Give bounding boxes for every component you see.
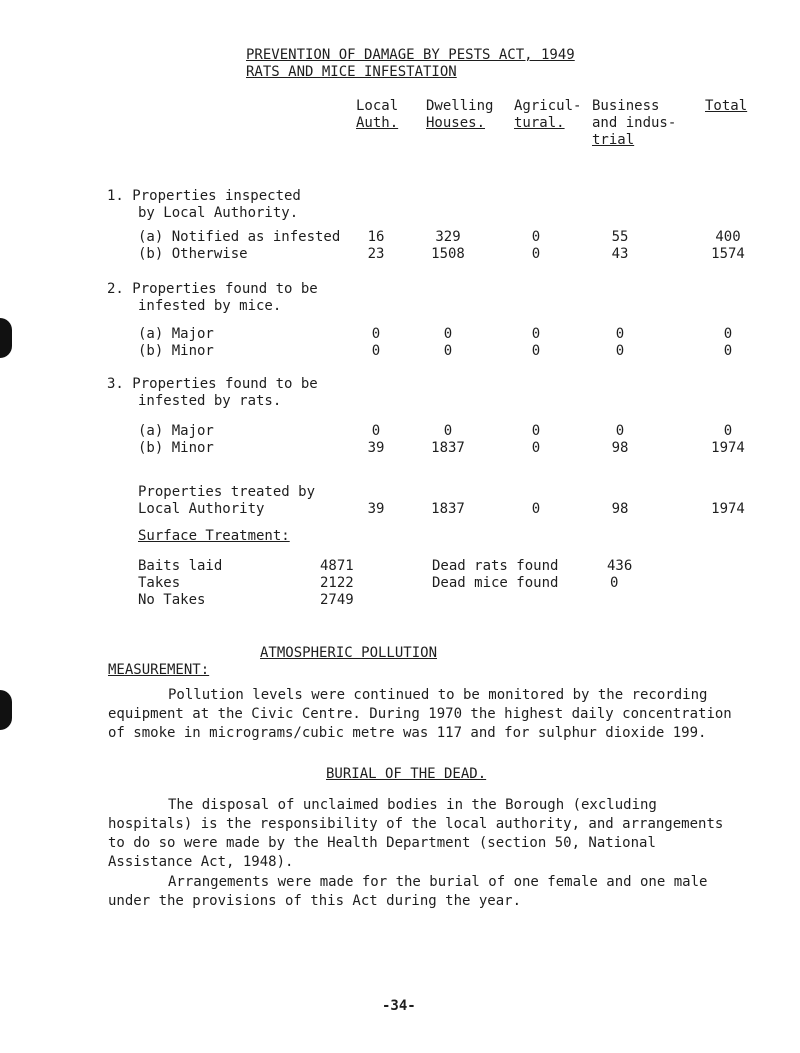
col-header-business: Business [592,98,660,114]
row-label: (b) Minor [138,440,214,456]
treated-label: Properties treated by [138,484,316,500]
cell-local: 0 [371,423,381,439]
cell-business: 0 [615,423,625,439]
cell-agricultural: 0 [531,440,541,456]
cell-total: 0 [723,326,733,342]
col-header-agricultural: Agricul- [514,98,582,114]
cell-dwelling: 0 [443,343,453,359]
dead-mice-value: 0 [610,575,619,591]
document-title: PREVENTION OF DAMAGE BY PESTS ACT, 1949 [246,47,575,63]
burial-paragraph-1: The disposal of unclaimed bodies in the Borough (excluding hospitals) is the responsibility of the local authority, and arrangements to do so were made by the Health Department (section 50, National Assistance Act, 1948). [108,797,724,870]
atmospheric-pollution-heading: ATMOSPHERIC POLLUTION [260,645,438,661]
section-1-heading: 1. Properties inspected [107,188,301,204]
section-3-heading: 3. Properties found to be [107,376,318,392]
col-header-business-3: trial [592,132,635,148]
surface-treatment-heading: Surface Treatment: [138,528,290,544]
col-header-local-2: Auth. [356,115,399,131]
cell-agricultural: 0 [531,423,541,439]
col-header-business-2: and indus- [592,115,677,131]
cell-dwelling: 0 [443,423,453,439]
cell-local: 23 [367,246,385,262]
cell-business: 0 [615,343,625,359]
cell-agricultural: 0 [531,246,541,262]
no-takes-label: No Takes [138,592,206,608]
row-label: Local Authority [138,501,265,517]
cell-total: 1974 [711,440,745,456]
baits-laid-value: 4871 [320,558,354,574]
cell-dwelling: 1837 [431,440,465,456]
section-3-heading-2: infested by rats. [138,393,282,409]
page-number: -34- [382,998,416,1014]
col-header-agricultural-2: tural. [514,115,565,131]
cell-agricultural: 0 [531,343,541,359]
row-label: (a) Major [138,326,214,342]
col-header-total: Total [705,98,748,114]
row-label: (a) Notified as infested [138,229,341,245]
baits-laid-label: Baits laid [138,558,223,574]
section-2-heading: 2. Properties found to be [107,281,318,297]
dead-rats-value: 436 [607,558,633,574]
cell-agricultural: 0 [531,501,541,517]
row-label: (b) Otherwise [138,246,248,262]
burial-paragraph-2: Arrangements were made for the burial of one female and one male under the provisions of this Act during the year. [108,874,708,909]
section-1-heading-2: by Local Authority. [138,205,299,221]
col-header-dwelling-2: Houses. [426,115,486,131]
cell-total: 400 [715,229,741,245]
no-takes-value: 2749 [320,592,354,608]
cell-local: 0 [371,343,381,359]
cell-total: 1974 [711,501,745,517]
row-label: (a) Major [138,423,214,439]
cell-business: 98 [611,501,629,517]
cell-business: 98 [611,440,629,456]
scan-mark [0,318,12,358]
dead-rats-label: Dead rats found [432,558,559,574]
cell-dwelling: 329 [435,229,461,245]
cell-dwelling: 1508 [431,246,465,262]
cell-local: 39 [367,440,385,456]
row-label: (b) Minor [138,343,214,359]
cell-agricultural: 0 [531,326,541,342]
cell-business: 55 [611,229,629,245]
cell-dwelling: 0 [443,326,453,342]
cell-local: 0 [371,326,381,342]
takes-label: Takes [138,575,181,591]
measurement-heading: MEASUREMENT: [108,662,210,678]
cell-total: 1574 [711,246,745,262]
col-header-dwelling: Dwelling [426,98,494,114]
cell-business: 43 [611,246,629,262]
cell-dwelling: 1837 [431,501,465,517]
document-subtitle: RATS AND MICE INFESTATION [246,64,457,80]
cell-agricultural: 0 [531,229,541,245]
cell-business: 0 [615,326,625,342]
pollution-paragraph: Pollution levels were continued to be monitored by the recording equipment at the Civic Centre. During 1970 the highest daily concentration of smoke in micrograms/cubic metre was 117 and for sulphur dioxide 199. [108,687,732,741]
takes-value: 2122 [320,575,354,591]
cell-local: 16 [367,229,385,245]
scan-mark [0,690,12,730]
cell-local: 39 [367,501,385,517]
cell-total: 0 [723,343,733,359]
section-2-heading-2: infested by mice. [138,298,282,314]
dead-mice-label: Dead mice found [432,575,559,591]
col-header-local: Local [356,98,399,114]
burial-heading: BURIAL OF THE DEAD. [326,766,487,782]
cell-total: 0 [723,423,733,439]
